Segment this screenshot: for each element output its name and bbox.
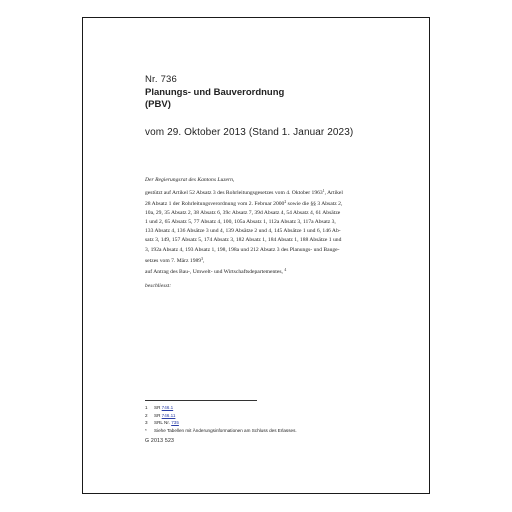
resolves-clause: beschliesst: — [145, 283, 172, 289]
document-page — [82, 17, 430, 494]
footnotes — [145, 404, 385, 434]
law-number: Nr. 736 — [145, 74, 178, 85]
preamble-line: 3, 192a Absatz 4, 193 Absatz 1, 198, 198a und 212 Absatz 3 des Planungs- und Bauge- — [145, 246, 340, 253]
footnote-item: * Siehe Tabellen mit Änderungsinformationen am Schluss des Erlasses. — [145, 427, 297, 433]
preamble — [145, 187, 373, 277]
preamble-line: 1 und 2, 65 Absatz 5, 77 Absatz 4, 100, 105a Absatz 1, 112a Absatz 3, 117a Absatz 3, — [145, 219, 336, 226]
footnote-divider — [145, 400, 257, 401]
law-title-line1: Planungs- und Bauverordnung — [145, 87, 285, 98]
preamble-line: 10a, 29, 35 Absatz 2, 38 Absatz 6, 39c Absatz 7, 39d Absatz 4, 54 Absatz 4, 61 Absätze — [145, 210, 341, 217]
law-title-line2: (PBV) — [145, 99, 171, 110]
law-date: vom 29. Oktober 2013 (Stand 1. Januar 2023) — [145, 127, 354, 138]
preamble-line: 28 Absatz 1 der Rohrleitungsverordnung vom 2. Februar 2000$^2$ sowie die §§ 3 Absatz 2, — [145, 200, 343, 208]
footnote-item: 3 SRL Nr. 735 — [145, 420, 179, 426]
footnote-ref[interactable]: 3 — [201, 256, 203, 261]
footnote-ref[interactable]: 4 — [284, 267, 287, 272]
footnote-ref[interactable]: 1 — [322, 189, 325, 193]
preamble-line: gestützt auf Artikel 52 Absatz 3 des Rohrleitungsgesetzes vom 4. Oktober 1963$^1$, Artikel — [145, 189, 343, 196]
footnote-item: 1 SR 746.1 — [145, 405, 174, 410]
preamble-line: setzes vom 7. März 1989$^3$, — [145, 256, 205, 264]
preamble-line: 133 Absatz 4, 136 Absätze 3 und 4, 139 Absätze 2 und 4, 145 Absätze 1 und 6, 146 Ab- — [145, 228, 341, 235]
footnote-ref[interactable]: 2 — [284, 200, 287, 205]
law-title — [145, 87, 405, 111]
preamble-line: auf Antrag des Bau-, Umwelt- und Wirtschaftsdepartementes, $^4$ — [145, 267, 287, 275]
preamble-line: satz 3, 149, 157 Absatz 5, 174 Absatz 3, 182 Absatz 1, 184 Absatz 1, 188 Absätze 1 und — [145, 237, 342, 244]
footnote-link[interactable]: 746.11 — [161, 412, 176, 418]
issuing-authority: Der Regierungsrat des Kantons Luzern, — [145, 177, 235, 183]
footnote-link[interactable]: 735 — [171, 420, 179, 426]
page-code: G 2013 523 — [145, 438, 175, 444]
footnote-link[interactable]: 746.1 — [161, 405, 174, 410]
footnote-item: 2 SR 746.11 — [145, 412, 176, 418]
